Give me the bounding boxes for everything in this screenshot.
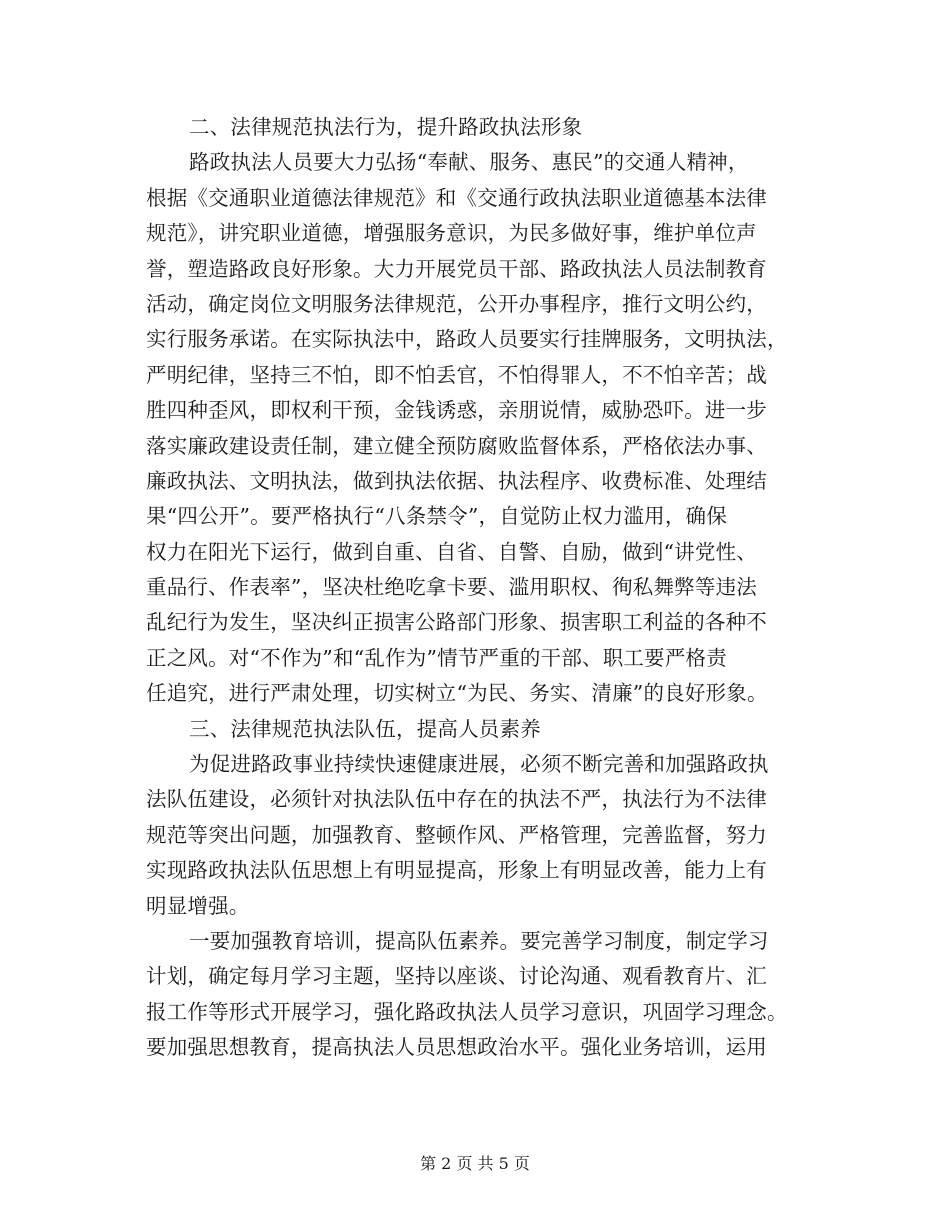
paragraph-line: 实现路政执法队伍思想上有明显提高，形象上有明显改善，能力上有 — [146, 858, 767, 883]
paragraph-line: 规范》，讲究职业道德，增强服务意识，为民多做好事，维护单位声 — [146, 221, 757, 246]
paragraph-line: 明显增强。 — [146, 893, 250, 918]
page-number-footer: 第 2 页 共 5 页 — [420, 1154, 530, 1173]
paragraph-line: 重品行、作表率”，坚决杜绝吃拿卡要、滥用职权、徇私舞弊等违法 — [146, 575, 757, 600]
paragraph-line: 落实廉政建设责任制，建立健全预防腐败监督体系，严格依法办事、 — [146, 433, 767, 458]
paragraph-line: 规范等突出问题，加强教育、整顿作风、严格管理，完善监督，努力 — [146, 822, 767, 847]
paragraph-line: 胜四种歪风，即权利干预，金钱诱惑，亲朋说情，威胁恐吓。进一步 — [146, 398, 767, 423]
paragraph-line: 为促进路政事业持续快速健康进展，必须不断完善和加强路政执 — [189, 752, 769, 777]
document-body — [146, 110, 806, 1066]
paragraph-line: 果“四公开”。要严格执行“八条禁令”，自觉防止权力滥用，确保 — [146, 504, 727, 529]
section-heading: 三、法律规范执法队伍，提高人员素养 — [189, 716, 541, 741]
section-heading: 二、法律规范执法行为，提升路政执法形象 — [189, 115, 583, 139]
paragraph-line: 计划，确定每月学习主题，坚持以座谈、讨论沟通、观看教育片、汇 — [146, 964, 767, 989]
paragraph-line: 活动，确定岗位文明服务法律规范，公开办事程序，推行文明公约， — [146, 291, 767, 316]
paragraph-line: 法队伍建设，必须针对执法队伍中存在的执法不严，执法行为不法律 — [146, 787, 767, 812]
paragraph-line: 权力在阳光下运行，做到自重、自省、自警、自励，做到“讲党性、 — [146, 539, 757, 564]
paragraph-line: 路政执法人员要大力弘扬“奉献、服务、惠民”的交通人精神， — [189, 150, 749, 175]
paragraph-line: 一要加强教育培训，提高队伍素养。要完善学习制度，制定学习 — [189, 928, 769, 953]
paragraph-line: 誉，塑造路政良好形象。大力开展党员干部、路政执法人员法制教育 — [146, 256, 767, 281]
paragraph-line: 实行服务承诺。在实际执法中，路政人员要实行挂牌服务，文明执法， — [146, 327, 788, 352]
paragraph-line: 乱纪行为发生，坚决纠正损害公路部门形象、损害职工利益的各种不 — [146, 610, 767, 635]
paragraph-line: 廉政执法、文明执法，做到执法依据、执法程序、收费标准、处理结 — [146, 468, 767, 493]
paragraph-line: 报工作等形式开展学习，强化路政执法人员学习意识，巩固学习理念。 — [146, 999, 788, 1024]
paragraph-line: 根据《交通职业道德法律规范》和《交通行政执法职业道德基本法律 — [146, 185, 767, 210]
paragraph-line: 要加强思想教育，提高执法人员思想政治水平。强化业务培训，运用 — [146, 1035, 767, 1060]
paragraph-line: 正之风。对“不作为”和“乱作为”情节严重的干部、职工要严格责 — [146, 645, 727, 670]
paragraph-line: 任追究，进行严肃处理，切实树立“为民、务实、清廉”的良好形象。 — [146, 681, 768, 706]
paragraph-line: 严明纪律，坚持三不怕，即不怕丢官，不怕得罪人，不不怕辛苦；战 — [146, 362, 767, 387]
